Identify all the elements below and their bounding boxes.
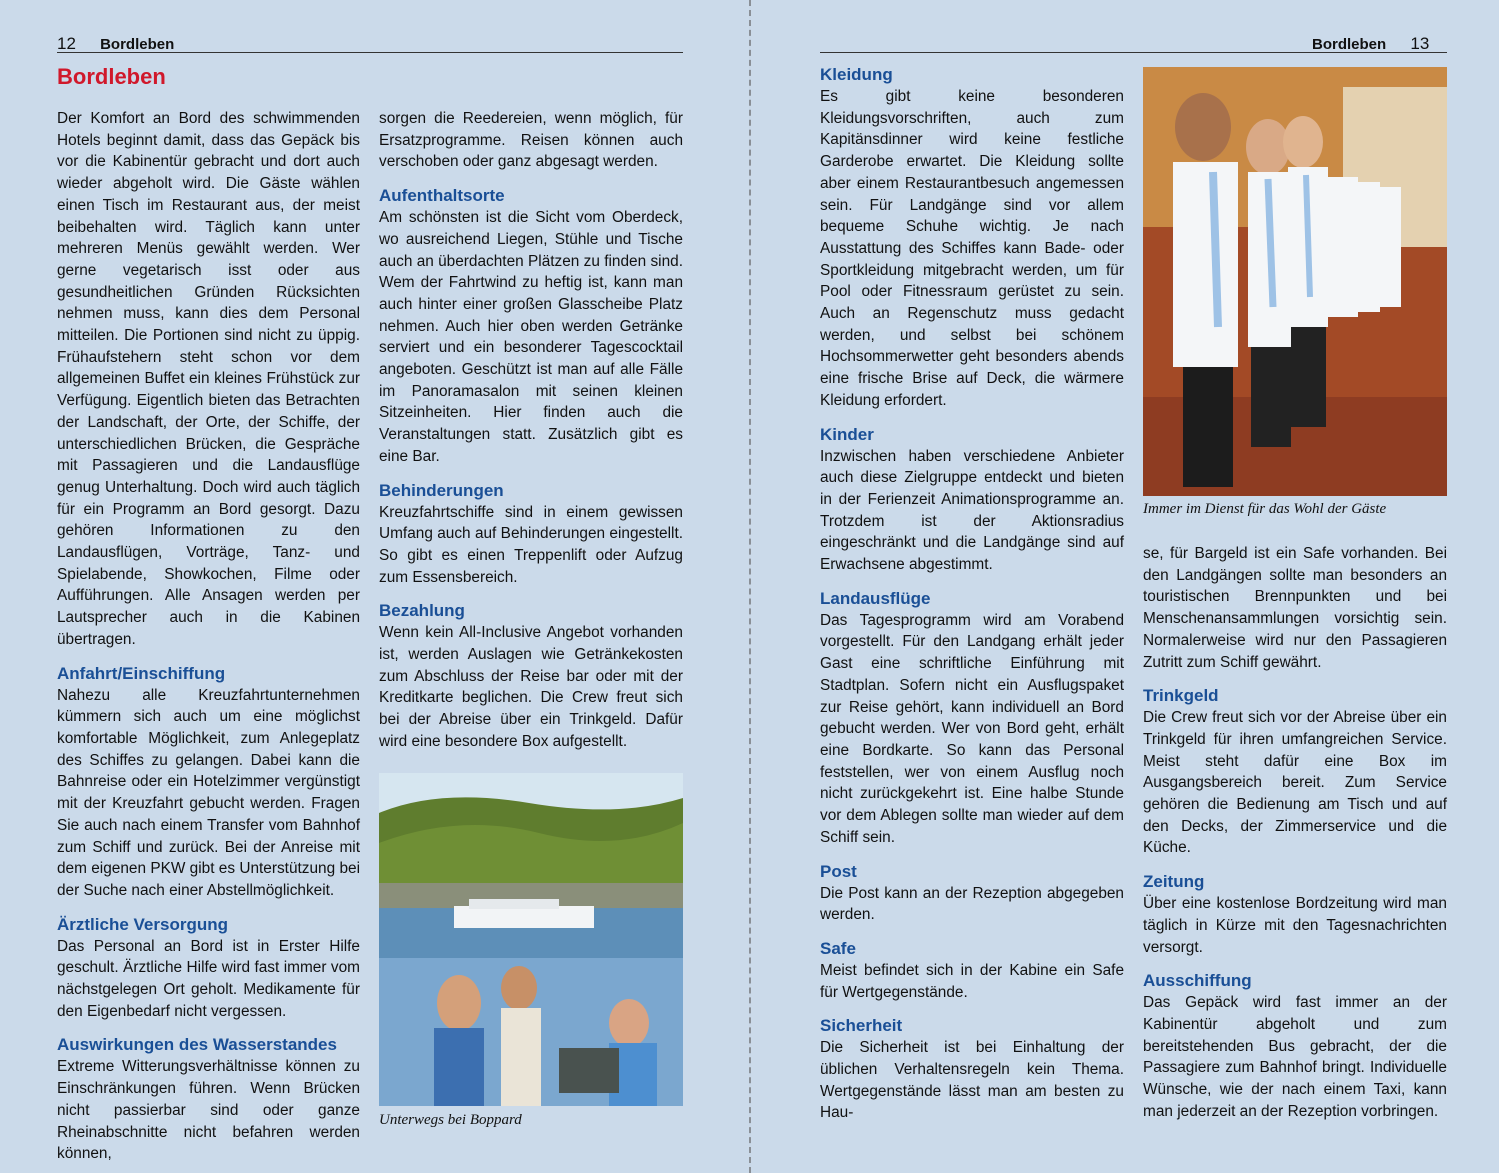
continuation-paragraph: sorgen die Reedereien, wenn möglich, für Ersatzprogramme. Reisen können auch verschoben oder ganz abgesagt werden. [379,110,683,171]
trinkgeld-paragraph: Die Crew freut sich vor der Abreise über ein Trinkgeld für ihren umfangreichen Service. Meist steht dafür eine Box im Ausgangsbereich bereit. Zum Service gehören die Bedienung am Tisch und auf den Decks, der Zimmerservice und die Küche. [1143,709,1447,857]
page-number-right: 13 [1410,34,1430,53]
sicherheit-paragraph: Die Sicherheit ist bei Einhaltung der üblichen Verhaltensregeln kein Thema. Wertgegenstände lässt man am besten zu Hau- [820,1039,1124,1122]
boppard-photo [379,773,683,1106]
post-paragraph: Die Post kann an der Rezeption abgegeben werden. [820,884,1124,924]
running-head-left: Bordleben [100,36,175,53]
safe-paragraph: Meist befindet sich in der Kabine ein Safe für Wertgegenstände. [820,961,1124,1001]
wasserstand-paragraph: Extreme Witterungsverhältnisse können zu Einschränkungen führen. Wenn Brücken nicht passierbar sind oder ganze Rheinabschnitte nicht befahren werden können, [57,1058,360,1163]
safe-heading: Safe [820,938,856,958]
kleidung-heading: Kleidung [820,65,893,84]
anfahrt-heading: Anfahrt/Einschiffung [57,663,226,683]
right-page [751,0,1499,1173]
arzt-paragraph: Das Personal an Bord ist in Erster Hilfe geschult. Ärztliche Hilfe wird fast immer vom nächstgelegen Ort geholt. Medikamente für den Eigenbedarf nicht vergessen. [57,937,360,1020]
behinderungen-heading: Behinderungen [379,480,504,500]
bezahlung-heading: Bezahlung [379,601,465,621]
boppard-caption: Unterwegs bei Boppard [379,1112,522,1128]
right-running-header [1312,34,1429,54]
landausfluege-heading: Landausflüge [820,588,931,608]
behinderungen-paragraph: Kreuzfahrtschiffe sind in einem gewissen Umfang auch auf Behinderungen eingestellt. So gibt es einen Treppenlift oder Aufzug zum Essensbereich. [379,503,683,586]
left-running-header [57,34,174,54]
intro-paragraph: Der Komfort an Bord des schwimmenden Hotels beginnt damit, dass das Gepäck bis vor die Kabinentür gebracht und dort auch wieder abgeholt wird. Die Gäste wählen einen Tisch im Restaurant aus, der meist beibehalten wird. Täglich kann unter mehreren Menüs gewählt werden. Wer gerne vegetarisch isst oder aus gesundheitlichen Gründen Rücksichten nehmen muss, kann dies dem Personal mitteilen. Die Portionen sind nicht zu üppig. Frühaufstehern steht schon vor dem allgemeinen Buffet ein kleines Frühstück zur Verfügung. Eigentlich bieten das Betrachten der Landschaft, der Orte, der Schiffe, der unterschiedlichen Brücken, die Gespräche mit Passagieren und die Landausflüge genug Unterhaltung. Doch wird auch täglich für ein Programm an Bord gesorgt. Dazu gehören Informationen zu den Landausflügen, Vorträge, Tanz- und Spielabende, Showkochen, Filme oder Aufführungen. Alle Ansagen werden per Lautsprecher auch in die Kabinen übertragen. [57,110,360,648]
ausschiffung-paragraph: Das Gepäck wird fast immer an der Kabinentür abgeholt und zum bereitstehenden Bus gebracht, der die Passagiere zum Bahnhof bringt. Individuelle Wünsche, wie der nach einem Taxi, kann man jederzeit an der Rezeption vorbringen. [1143,994,1447,1120]
anfahrt-paragraph: Nahezu alle Kreuzfahrtunternehmen kümmern sich auch um eine möglichst komfortable Möglichkeit, zum Anlegeplatz des Schiffes zu gelangen. Dabei kann die Bahnreise oder ein Hotelzimmer vergünstigt mit der Kreuzfahrt gebucht werden. Fragen Sie auch nach einem Transfer vom Bahnhof zum Schiff und zurück. Bei der Anreise mit dem eigenen PKW gibt es Unterstützung bei der Suche nach einer Abstellmöglichkeit. [57,686,360,899]
bezahlung-paragraph: Wenn kein All-Inclusive Angebot vorhanden ist, werden Auslagen wie Getränkekosten zum Abschluss der Reise bar oder mit der Kreditkarte beglichen. Die Crew freut sich bei der Abreise über ein Trinkgeld. Dafür wird eine besondere Box aufgestellt. [379,624,683,750]
kinder-heading: Kinder [820,424,874,444]
right-column-2 [1143,543,1447,1122]
left-page [0,0,749,1173]
aufenthaltsorte-paragraph: Am schönsten ist die Sicht vom Oberdeck, wo ausreichend Liegen, Stühle und Tische auch an überdachten Plätzen zu finden sind. Wem der Fahrtwind zu heftig ist, kann man auch hinter einer großen Glasscheibe Platz nehmen. Auch hier oben werden Getränke serviert und ein besonderer Tagescocktail angeboten. Geschützt ist man auf alle Fälle im Panoramasalon mit seinen kleinen Sitzeinheiten. Hier finden auch die Veranstaltungen statt. Zusätzlich gibt es eine Bar. [379,209,683,465]
arzt-heading: Ärztliche Versorgung [57,914,228,934]
header-rule-left [57,52,683,53]
aufenthaltsorte-heading: Aufenthaltsorte [379,186,505,206]
ausschiffung-heading: Ausschiffung [1143,971,1252,991]
continuation-paragraph-right: se, für Bargeld ist ein Safe vorhanden. Bei den Landgängen sollte man besonders an touristischen Brennpunkten und bei Menschenansammlungen vorsichtig sein. Normalerweise wird nur den Passagieren Zutritt zum Schiff gewährt. [1143,545,1447,671]
zeitung-paragraph: Über eine kostenlose Bordzeitung wird man täglich in Kürze mit den Tagesnachrichten versorgt. [1143,895,1447,956]
trinkgeld-heading: Trinkgeld [1143,686,1219,706]
left-column-2 [379,108,683,753]
crew-caption: Immer im Dienst für das Wohl der Gäste [1143,501,1387,517]
crew-photo [1143,67,1447,496]
post-heading: Post [820,861,857,881]
chapter-title: Bordleben [57,64,166,89]
kleidung-paragraph: Es gibt keine besonderen Kleidungsvorschriften, auch zum Kapitänsdinner wird keine festliche Garderobe erwartet. Die Kleidung sollte aber einem Restaurantbesuch angemessen sein. Für Landgänge sind vor allem bequeme Schuhe wichtig. Je nach Ausstattung des Schiffes kann Bade- oder Sportkleidung mitgebracht werden, um für Pool oder Fitnessraum gerüstet zu sein. Auch an Regenschutz muss gedacht werden, und selbst bei schönem Hochsommerwetter geht besonders abends eine frische Brise auf Deck, die wärmere Kleidung erfordert. [820,88,1124,409]
landausfluege-paragraph: Das Tagesprogramm wird am Vorabend vorgestellt. Für den Landgang erhält jeder Gast eine schriftliche Einführung mit Stadtplan. Sofern nicht ein Ausflugspaket zur Reise gehört, kann individuell an Bord gebucht werden. Wer von Bord geht, erhält eine Bordkarte. So kann das Personal feststellen, wer von einem Ausflug noch nicht zurückgekehrt ist. Eine halbe Stunde vor dem Ablegen sollte man wieder auf dem Schiff sein. [820,611,1124,846]
wasserstand-heading: Auswirkungen des Wasserstandes [57,1035,337,1055]
left-column-1 [57,108,360,1165]
right-column-1 [820,64,1124,1124]
sicherheit-heading: Sicherheit [820,1016,903,1036]
kinder-paragraph: Inzwischen haben verschiedene Anbieter auch diese Zielgruppe entdeckt und bieten in der Ferienzeit Animationsprogramme an. Trotzdem ist der Aktionsradius eingeschränkt und die Landgänge sind auf Erwachsene abgestimmt. [820,447,1124,574]
zeitung-heading: Zeitung [1143,872,1205,892]
running-head-right: Bordleben [1312,36,1387,53]
page-number-left: 12 [57,34,76,53]
